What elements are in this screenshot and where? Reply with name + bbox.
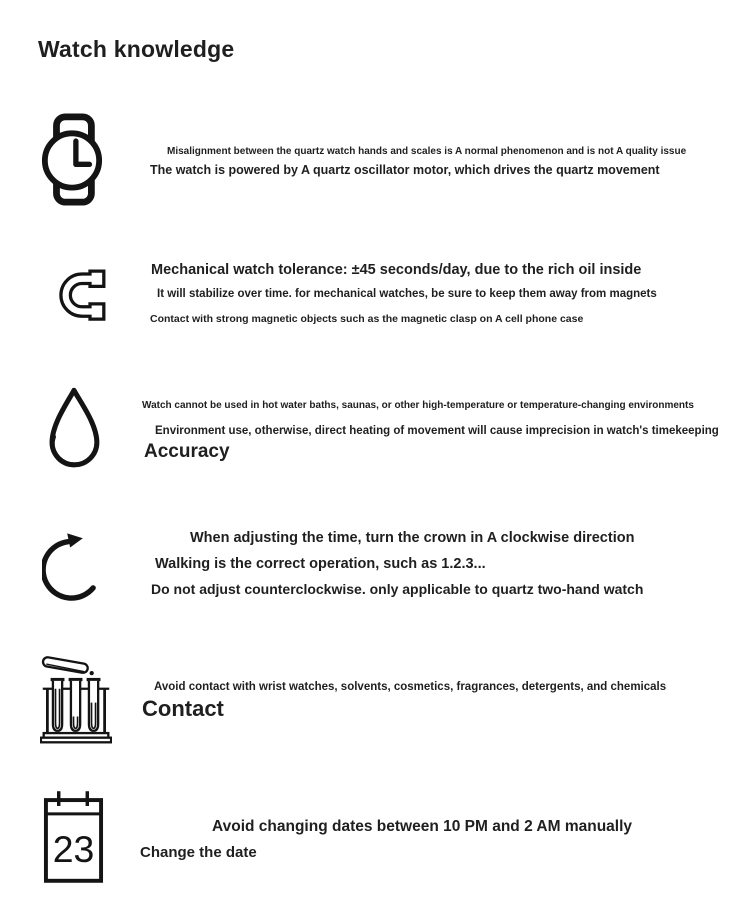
calendar-icon: [42, 789, 105, 884]
environment-note: Environment use, otherwise, direct heating of movement will cause imprecision in watch's timekeeping: [155, 425, 719, 437]
accuracy-heading: Accuracy: [144, 441, 230, 462]
quartz-movement-note: The watch is powered by A quartz oscillator motor, which drives the quartz movement: [150, 163, 660, 177]
magnet-warning-note: It will stabilize over time. for mechanical watches, be sure to keep them away from magnets: [157, 288, 657, 300]
calendar-day: 23: [52, 828, 95, 871]
water-drop-icon: [42, 383, 106, 478]
hands-misalignment-note: Misalignment between the quartz watch hands and scales is A normal phenomenon and is not A quality issue: [167, 146, 687, 157]
contact-heading: Contact: [142, 696, 224, 721]
magnet-icon: [50, 268, 106, 323]
wristwatch-icon: [40, 112, 104, 207]
counterclockwise-note: Do not adjust counterclockwise. only applicable to quartz two-hand watch: [151, 581, 644, 597]
date-change-note: Avoid changing dates between 10 PM and 2 AM manually: [212, 818, 633, 835]
clockwise-note: When adjusting the time, turn the crown in A clockwise direction: [190, 530, 635, 546]
chemicals-note: Avoid contact with wrist watches, solvents, cosmetics, fragrances, detergents, and chemicals: [154, 681, 667, 693]
change-date-heading: Change the date: [140, 844, 257, 861]
tolerance-note: Mechanical watch tolerance: ±45 seconds/day, due to the rich oil inside: [151, 262, 642, 278]
magnetic-objects-note: Contact with strong magnetic objects such as the magnetic clasp on A cell phone case: [150, 313, 584, 325]
test-tubes-icon: [40, 650, 112, 746]
page-title: Watch knowledge: [38, 36, 235, 62]
temperature-warning-note: Watch cannot be used in hot water baths, saunas, or other high-temperature or temperature-changing environments: [142, 400, 694, 411]
clockwise-arrow-icon: [42, 528, 108, 608]
walking-note: Walking is the correct operation, such as 1.2.3...: [155, 556, 486, 572]
